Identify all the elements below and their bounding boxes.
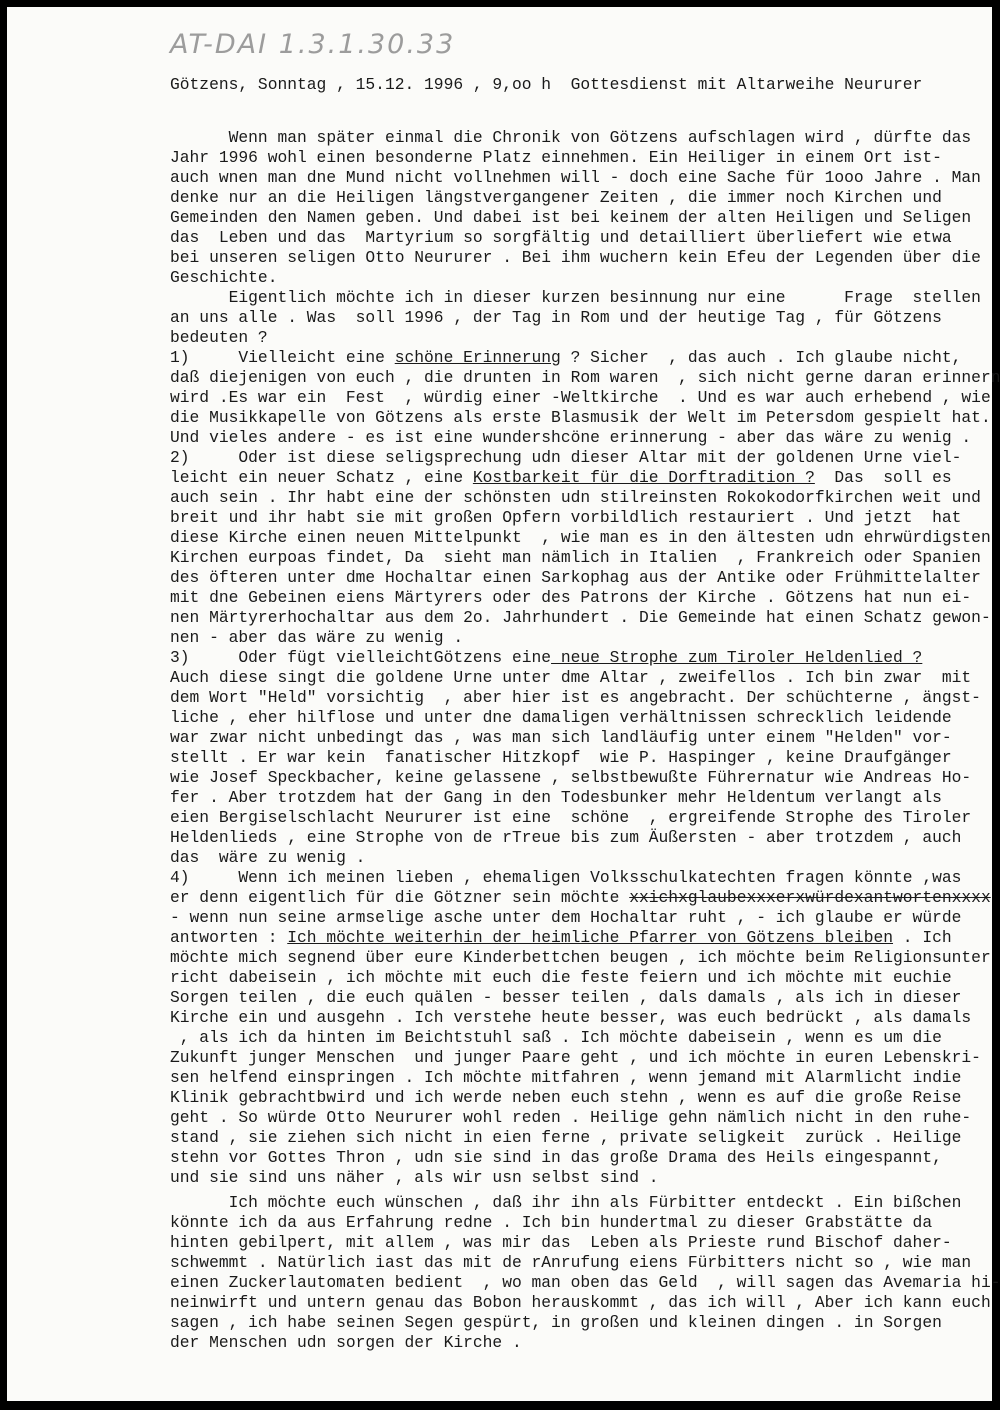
text-line: stehn vor Gottes Thron , udn sie sind in das große Drama des Heils eingespannt,	[170, 1148, 942, 1167]
text-line: Und vieles andere - es ist eine wundershcöne erinnerung - aber das wäre zu wenig .	[170, 428, 972, 447]
text-segment: Das soll es	[814, 468, 952, 487]
text-line: Geschichte.	[170, 268, 278, 287]
text-line: neinwirft und untern genau das Bobon herauskommt , das ich will , Aber ich kann euch	[170, 1293, 991, 1312]
text-line: wie Josef Speckbacher, keine gelassene , selbstbewußte Führernatur wie Andreas Ho-	[170, 768, 972, 787]
text-line: Zukunft junger Menschen und junger Paare geht , und ich möchte in euren Lebenskri-	[170, 1048, 981, 1067]
text-segment: ? Sicher , das auch . Ich glaube nicht,	[560, 348, 962, 367]
text-line: hinten gebilpert, mit allem , was mir das Leben als Prieste rund Bischof daher-	[170, 1233, 952, 1252]
text-line	[170, 648, 1000, 668]
text-line	[170, 928, 1000, 948]
text-line: bei unseren seligen Otto Neururer . Bei ihm wuchern kein Efeu der Legenden über die	[170, 248, 981, 267]
text-line: Klinik gebrachtbwird und ich werde neben euch stehn , wenn es auf die große Reise	[170, 1088, 962, 1107]
text-line: diese Kirche einen neuen Mittelpunkt , wie man es in den ältesten udn ehrwürdigsten	[170, 528, 991, 547]
text-line: geht . So würde Otto Neururer wohl reden . Heilige gehn nämlich nicht in den ruhe-	[170, 1108, 972, 1127]
text-line: richt dabeisein , ich möchte mit euch die feste feiern und ich möchte mit euchie	[170, 968, 952, 987]
text-line: , als ich da hinten im Beichtstuhl saß . Ich möchte dabeisein , wenn es um die	[170, 1028, 942, 1047]
text-line: liche , eher hilflose und unter dne damaligen verhältnissen schrecklich leidende	[170, 708, 952, 727]
text-line: Gemeinden den Namen geben. Und dabei ist bei keinem der alten Heiligen und Seligen	[170, 208, 972, 227]
text-line: auch sein . Ihr habt eine der schönsten udn stilreinsten Rokokodorfkirchen weit und	[170, 488, 981, 507]
text-line: auch wnen man dne Mund nicht vollnehmen will - doch eine Sache für 1ooo Jahre . Man	[170, 168, 981, 187]
text-line: Kirchen eurpoas findet, Da sieht man nämlich in Italien , Frankreich oder Spanien	[170, 548, 981, 567]
text-line: und sie sind uns näher , als wir usn selbst sind .	[170, 1168, 659, 1187]
text-line: einen Zuckerlautomaten bedient , wo man oben das Geld , will sagen das Avemaria hi-	[170, 1273, 1000, 1292]
underlined-phrase: Ich möchte weiterhin der heimliche Pfarrer von Götzens bleiben	[287, 928, 894, 947]
text-line: Heldenlieds , eine Strophe von de rTreue bis zum Äußersten - aber trotzdem , auch	[170, 828, 962, 847]
text-line: daß diejenigen von euch , die drunten in Rom waren , sich nicht gerne daran erinnern	[170, 368, 1000, 387]
text-line: denke nur an die Heiligen längstvergangener Zeiten , die immer noch Kirchen und	[170, 188, 942, 207]
text-line	[170, 888, 1000, 908]
text-line: Kirche ein und ausgehn . Ich verstehe heute besser, was euch bedrückt , als damals	[170, 1008, 972, 1027]
text-line: 2) Oder ist diese seligsprechung udn dieser Altar mit der goldenen Urne viel-	[170, 448, 962, 467]
document-heading: Götzens, Sonntag , 15.12. 1996 , 9,oo h Gottesdienst mit Altarweihe Neururer	[170, 75, 923, 94]
text-line: 4) Wenn ich meinen lieben , ehemaligen Volksschulkatechten fragen könnte ,was	[170, 868, 962, 887]
text-line: an uns alle . Was soll 1996 , der Tag in Rom und der heutige Tag , für Götzens	[170, 308, 942, 327]
text-line: eien Bergiselschlacht Neururer ist eine schöne , ergreifende Strophe des Tiroler	[170, 808, 972, 827]
struck-out-text: xxichxglaubexxxerxwürdexantwortenxxxx	[629, 888, 991, 907]
text-line: des öfteren unter dme Hochaltar einen Sarkophag aus der Antike oder Frühmittelalter	[170, 568, 981, 587]
text-line	[170, 468, 1000, 488]
text-segment: leicht ein neuer Schatz , eine	[170, 468, 473, 487]
text-line: dem Wort "Held" vorsichtig , aber hier ist es angebracht. Der schüchterne , ängst-	[170, 688, 981, 707]
text-line: war zwar nicht unbedingt das , was man sich landläufig unter einem "Helden" vor-	[170, 728, 952, 747]
text-line: schwemmt . Natürlich iast das mit de rAnrufung eiens Fürbitters nicht so , wie man	[170, 1253, 972, 1272]
text-line: der Menschen udn sorgen der Kirche .	[170, 1333, 522, 1352]
text-segment: er denn eigentlich für die Götzner sein möchte	[170, 888, 630, 907]
text-line: mit dne Gebeinen eiens Märtyrers oder des Patrons der Kirche . Götzens hat nun ei-	[170, 588, 972, 607]
text-segment: 3) Oder fügt vielleichtGötzens eine	[170, 648, 552, 667]
text-line: sagen , ich habe seinen Segen gespürt, in großen und kleinen dingen . in Sorgen	[170, 1313, 942, 1332]
text-line: möchte mich segnend über eure Kinderbettchen beugen , ich möchte beim Religionsunter	[170, 948, 991, 967]
text-segment: antworten :	[170, 928, 288, 947]
text-line: sen helfend einspringen . Ich möchte mitfahren , wenn jemand mit Alarmlicht indie	[170, 1068, 962, 1087]
text-line: nen - aber das wäre zu wenig .	[170, 628, 464, 647]
text-line: Jahr 1996 wohl einen besonderne Platz einnehmen. Ein Heiliger in einem Ort ist-	[170, 148, 942, 167]
document-body	[170, 128, 1000, 1353]
text-line: die Musikkapelle von Götzens als erste Blasmusik der Welt im Petersdom gespielt hat.	[170, 408, 991, 427]
underlined-phrase: neue Strophe zum Tiroler Heldenlied ?	[551, 648, 923, 667]
text-line: Wenn man später einmal die Chronik von Götzens aufschlagen wird , dürfte das	[170, 128, 972, 147]
text-line: stellt . Er war kein fanatischer Hitzkopf wie P. Haspinger , keine Draufgänger	[170, 748, 952, 767]
text-line: Sorgen teilen , die euch quälen - besser teilen , dals damals , als ich in dieser	[170, 988, 962, 1007]
text-line: könnte ich da aus Erfahrung redne . Ich bin hundertmal zu dieser Grabstätte da	[170, 1213, 933, 1232]
text-line: bedeuten ?	[170, 328, 268, 347]
text-line: das Leben und das Martyrium so sorgfältig und detailliert überliefert wie etwa	[170, 228, 952, 247]
text-segment: . Ich	[893, 928, 952, 947]
text-line	[170, 348, 1000, 368]
text-line: - wenn nun seine armselige asche unter dem Hochaltar ruht , - ich glaube er würde	[170, 908, 962, 927]
text-line: nen Märtyrerhochaltar aus dem 2o. Jahrhundert . Die Gemeinde hat einen Schatz gewon-	[170, 608, 991, 627]
archive-reference-handwritten: AT-DAI 1.3.1.30.33	[170, 29, 456, 60]
text-line: Auch diese singt die goldene Urne unter dme Altar , zweifellos . Ich bin zwar mit	[170, 668, 972, 687]
text-line: wird .Es war ein Fest , würdig einer -Weltkirche . Und es war auch erhebend , wie	[170, 388, 991, 407]
text-line: Ich möchte euch wünschen , daß ihr ihn als Fürbitter entdeckt . Ein bißchen	[170, 1193, 962, 1212]
text-line: Eigentlich möchte ich in dieser kurzen besinnung nur eine Frage stellen	[170, 288, 981, 307]
document-page	[7, 7, 1000, 1401]
text-line: stand , sie ziehen sich nicht in eien ferne , private seligkeit zurück . Heilige	[170, 1128, 962, 1147]
underlined-phrase: Kostbarkeit für die Dorftradition ?	[472, 468, 815, 487]
text-line: fer . Aber trotzdem hat der Gang in den Todesbunker mehr Heldentum verlangt als	[170, 788, 942, 807]
underlined-phrase: schöne Erinnerung	[394, 348, 561, 367]
text-line: das wäre zu wenig .	[170, 848, 366, 867]
text-segment: 1) Vielleicht eine	[170, 348, 395, 367]
text-line: breit und ihr habt sie mit großen Opfern vorbildlich restauriert . Und jetzt hat	[170, 508, 962, 527]
